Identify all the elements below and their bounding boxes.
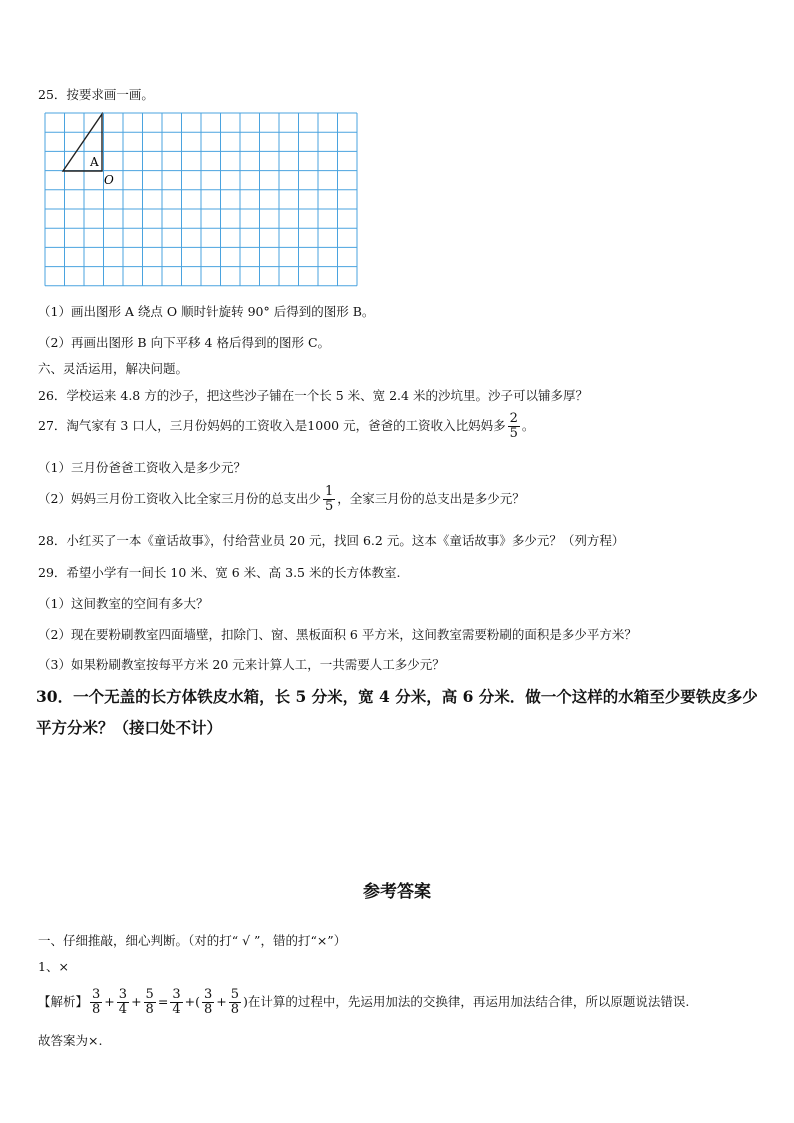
q28: 28．小红买了一本《童话故事》，付给营业员 20 元，找回 6.2 元。这本《童话故事》多少元？（列方程） bbox=[38, 533, 625, 548]
answers-section-1: 一、仔细推敲，细心判断。（对的打“ √ ”，错的打“×”） bbox=[38, 933, 347, 948]
frac-numerator: 2 bbox=[509, 411, 518, 426]
q25-title: 25．按要求画一画。 bbox=[38, 87, 154, 102]
fraction bbox=[229, 988, 241, 1017]
q27-sub2 bbox=[38, 485, 525, 514]
frac-denominator: 5 bbox=[324, 499, 334, 514]
fraction bbox=[144, 988, 156, 1017]
q29-sub2: （2）现在要粉刷教室四面墙壁，扣除门、窗、黑板面积 6 平方米，这间教室需要粉刷的面积是多少平方米？ bbox=[38, 627, 637, 642]
square-grid bbox=[44, 112, 360, 288]
label-o: O bbox=[104, 173, 114, 187]
section-6-heading: 六、灵活运用，解决问题。 bbox=[38, 361, 189, 376]
q27-fraction bbox=[508, 412, 520, 441]
q27-end: 。 bbox=[521, 418, 535, 433]
operator: + bbox=[104, 994, 115, 1009]
analysis-text: 在计算的过程中，先运用加法的交换律，再运用加法结合律，所以原题说法错误. bbox=[247, 994, 690, 1009]
frac-denominator: 8 bbox=[230, 1002, 239, 1017]
q30-line2: 平方分米？（接口处不计） bbox=[36, 718, 223, 737]
operator: +( bbox=[184, 994, 200, 1009]
frac-numerator: 5 bbox=[145, 987, 154, 1002]
q29-sub1: （1）这间教室的空间有多大？ bbox=[38, 596, 209, 611]
q27-text: 27．淘气家有 3 口人，三月份妈妈的工资收入是1000 元，爸爸的工资收入比妈妈多 bbox=[38, 418, 506, 433]
operator: + bbox=[216, 994, 227, 1009]
analysis-label: 【解析】 bbox=[38, 994, 89, 1009]
frac-numerator: 3 bbox=[118, 987, 128, 1002]
q27-sub2-b: ，全家三月份的总支出是多少元？ bbox=[337, 491, 525, 506]
grid-figure bbox=[44, 112, 360, 292]
q30-line1: 30．一个无盖的长方体铁皮水箱，长 5 分米，宽 4 分米，高 6 分米．做一个这样的水箱至少要铁皮多少 bbox=[36, 687, 758, 706]
frac-numerator: 1 bbox=[324, 484, 334, 499]
label-a: A bbox=[90, 155, 99, 169]
operator: = bbox=[157, 994, 169, 1009]
frac-numerator: 5 bbox=[230, 987, 239, 1002]
operator: ) bbox=[243, 994, 248, 1009]
fraction bbox=[202, 988, 214, 1017]
fraction bbox=[117, 988, 129, 1017]
q27-sub2-fraction bbox=[323, 485, 335, 514]
frac-numerator: 3 bbox=[203, 987, 213, 1002]
q27-sub1: （1）三月份爸爸工资收入是多少元？ bbox=[38, 460, 246, 475]
answer-1: 1、× bbox=[38, 959, 69, 974]
frac-denominator: 8 bbox=[203, 1002, 213, 1017]
q27 bbox=[38, 412, 534, 441]
frac-numerator: 3 bbox=[92, 987, 101, 1002]
frac-denominator: 8 bbox=[145, 1002, 154, 1017]
q25-sub1: （1）画出图形 A 绕点 O 顺时针旋转 90° 后得到的图形 B。 bbox=[38, 304, 375, 319]
operator: + bbox=[131, 994, 142, 1009]
q26: 26．学校运来 4.8 方的沙子，把这些沙子铺在一个长 5 米、宽 2.4 米的沙坑里。沙子可以铺多厚？ bbox=[38, 388, 588, 403]
answer-1-conclusion: 故答案为×. bbox=[38, 1033, 103, 1048]
frac-denominator: 5 bbox=[509, 426, 518, 441]
q29-sub3: （3）如果粉刷教室按每平方米 20 元来计算人工，一共需要人工多少元？ bbox=[38, 657, 445, 672]
fraction bbox=[90, 988, 102, 1017]
frac-denominator: 4 bbox=[118, 1002, 128, 1017]
answers-title: 参考答案 bbox=[363, 882, 431, 902]
q27-sub2-a: （2）妈妈三月份工资收入比全家三月份的总支出少 bbox=[38, 491, 321, 506]
q29: 29．希望小学有一间长 10 米、宽 6 米、高 3.5 米的长方体教室. bbox=[38, 565, 401, 580]
answer-1-analysis bbox=[38, 988, 689, 1017]
frac-denominator: 8 bbox=[92, 1002, 101, 1017]
frac-numerator: 3 bbox=[172, 987, 181, 1002]
q25-sub2: （2）再画出图形 B 向下平移 4 格后得到的图形 C。 bbox=[38, 335, 331, 350]
frac-denominator: 4 bbox=[172, 1002, 181, 1017]
fraction bbox=[170, 988, 182, 1017]
